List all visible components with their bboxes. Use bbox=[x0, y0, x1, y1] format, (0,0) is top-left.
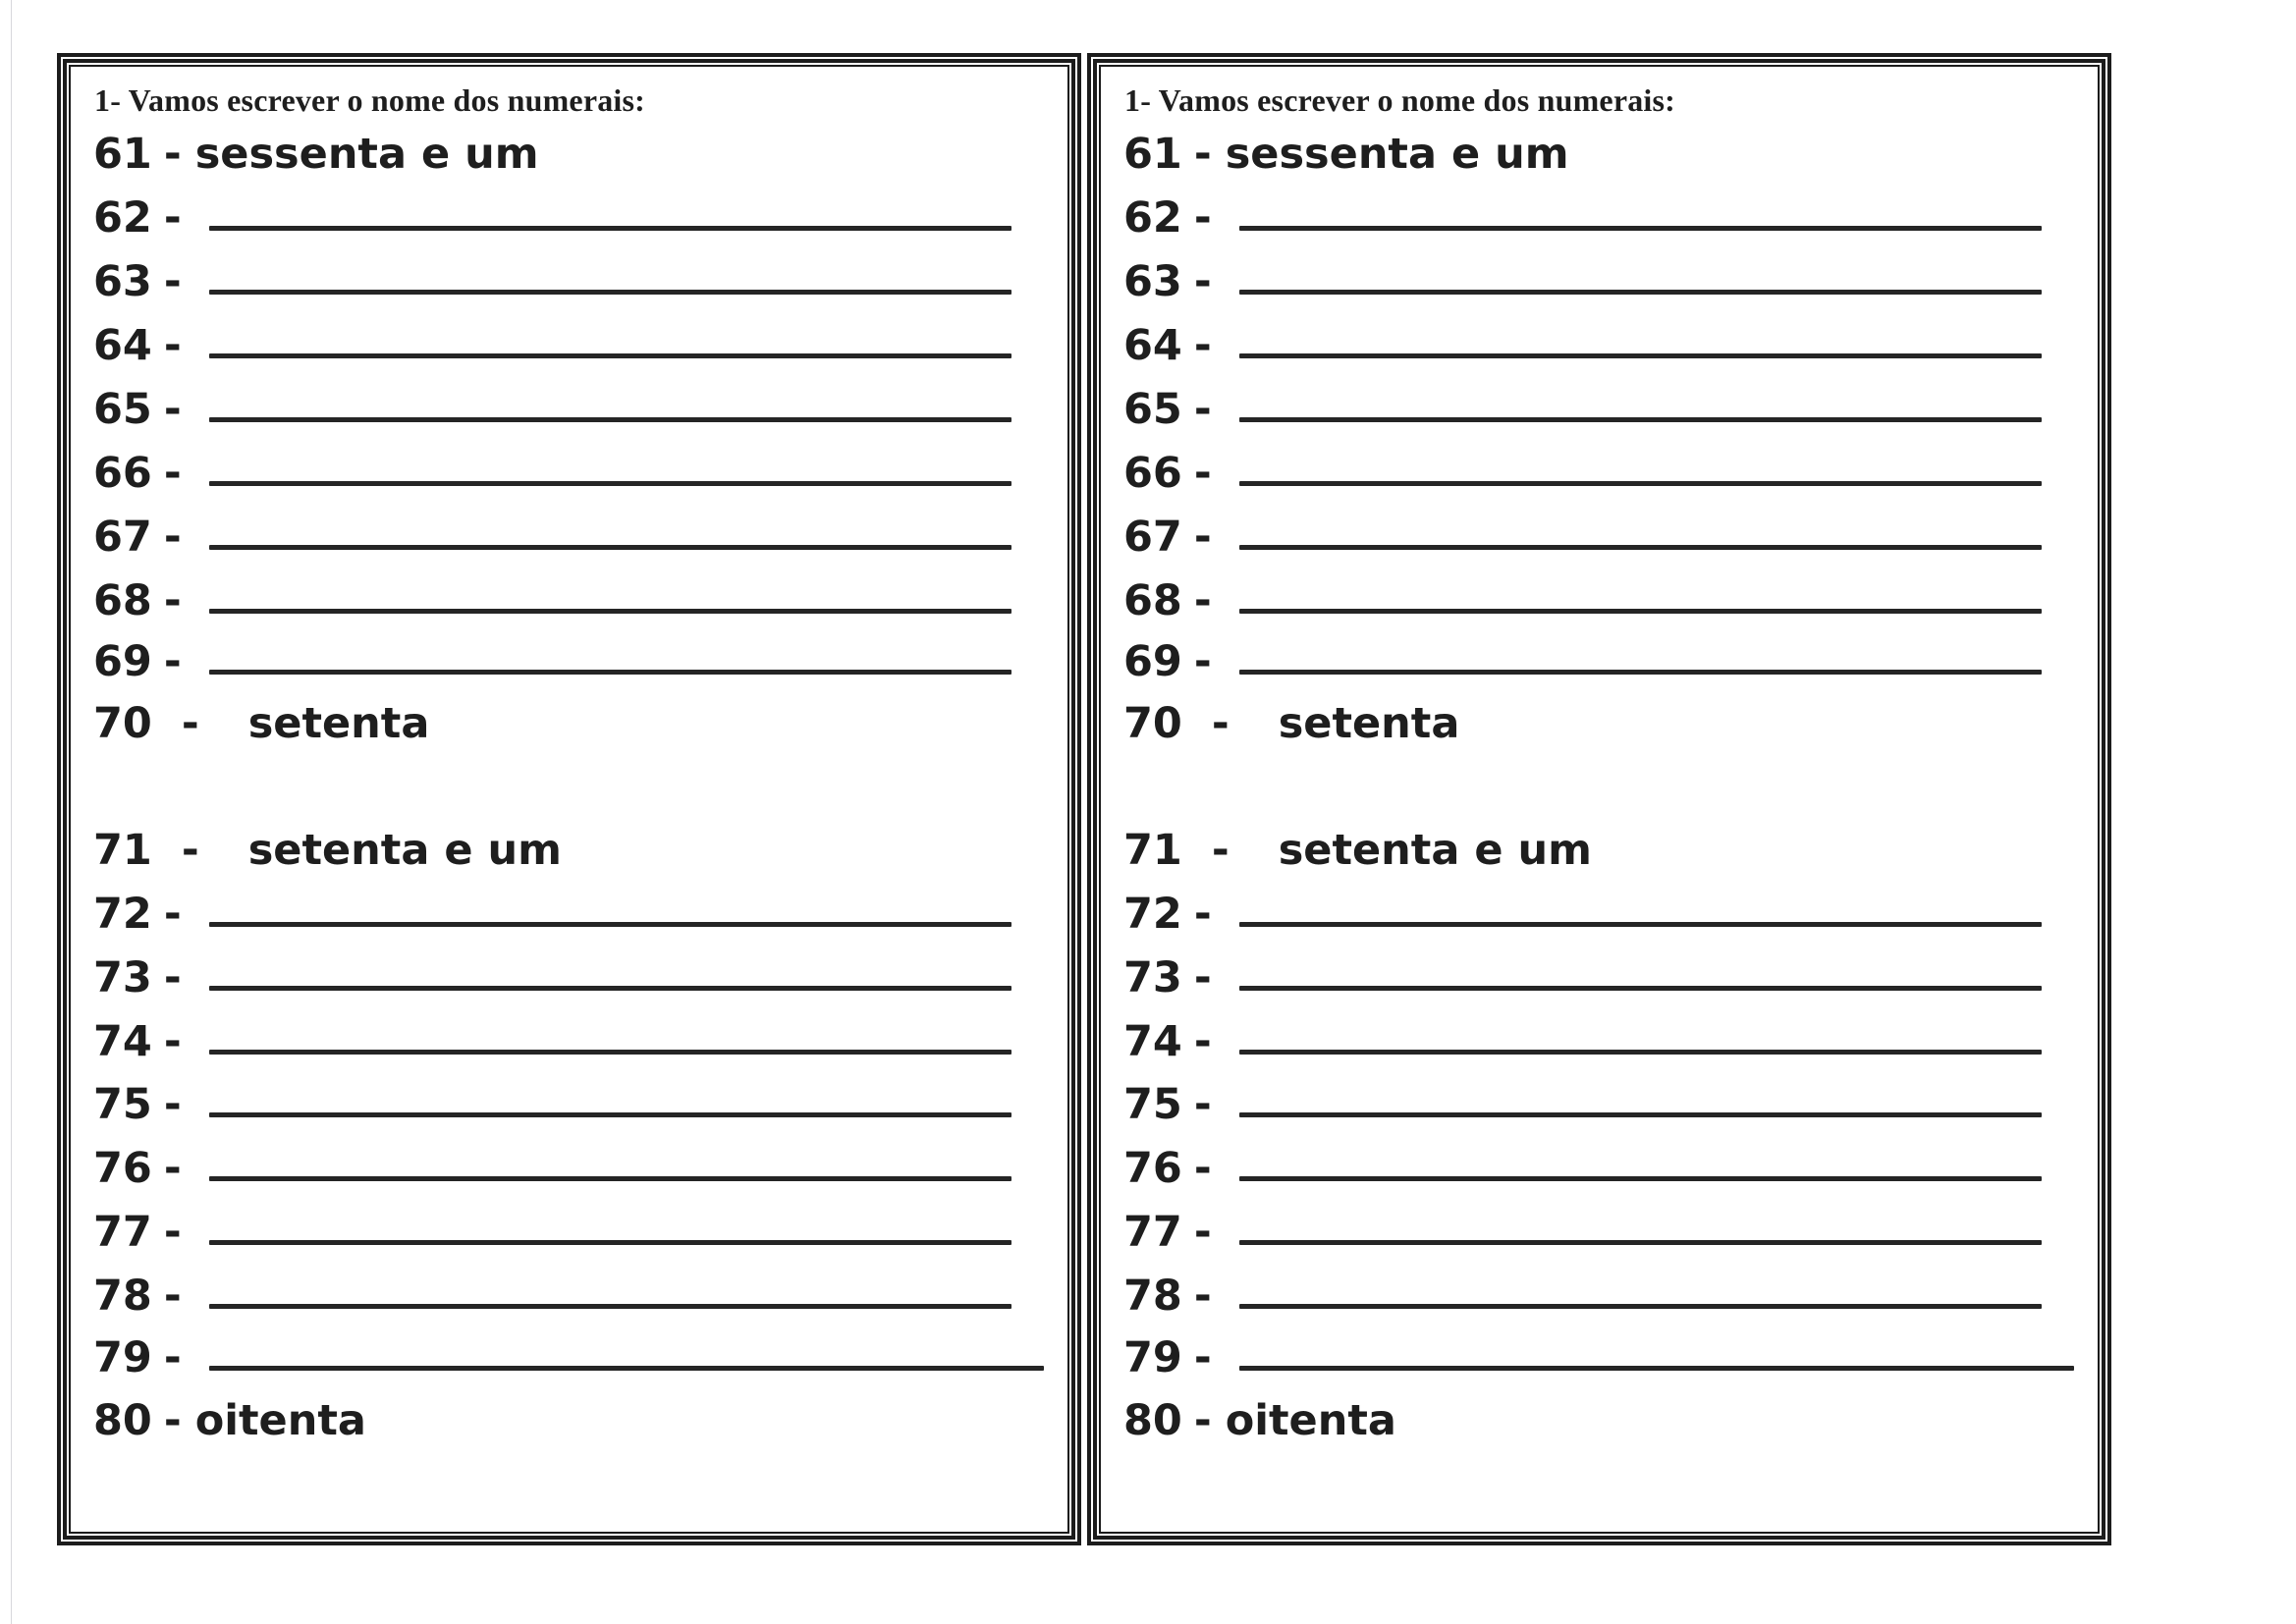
numeral-dash: - bbox=[163, 953, 182, 1002]
answer-blank-line[interactable] bbox=[1239, 922, 2042, 927]
numeral-row bbox=[93, 1080, 182, 1129]
numeral-number: 77 bbox=[93, 1208, 152, 1257]
numeral-row bbox=[93, 1017, 182, 1066]
answer-blank-line[interactable] bbox=[209, 922, 1011, 927]
numeral-row bbox=[93, 385, 182, 434]
numeral-dash: - bbox=[163, 385, 182, 434]
answer-blank-line[interactable] bbox=[209, 1240, 1011, 1245]
numeral-dash: - bbox=[1193, 1272, 1212, 1321]
numeral-row bbox=[1123, 1080, 1212, 1129]
numeral-dash: - bbox=[1211, 826, 1230, 875]
answer-blank-line[interactable] bbox=[1239, 986, 2042, 991]
numeral-row bbox=[1123, 257, 1212, 306]
answer-blank-line[interactable] bbox=[1239, 1112, 2042, 1117]
answer-blank-line[interactable] bbox=[209, 986, 1011, 991]
panel-content bbox=[57, 53, 1081, 1545]
answer-blank-line[interactable] bbox=[209, 545, 1011, 550]
numeral-number: 70 bbox=[93, 699, 152, 748]
numeral-number: 73 bbox=[93, 953, 152, 1002]
worksheet-panel-left bbox=[57, 53, 1081, 1545]
numeral-row bbox=[1123, 385, 1212, 434]
numeral-row bbox=[93, 1396, 366, 1445]
numeral-dash: - bbox=[1193, 1080, 1212, 1129]
numeral-row bbox=[1123, 449, 1212, 498]
numeral-row bbox=[1123, 130, 1569, 179]
answer-blank-line[interactable] bbox=[209, 417, 1011, 422]
numeral-dash: - bbox=[1193, 130, 1212, 179]
numeral-dash: - bbox=[1193, 193, 1212, 243]
exercise-heading: 1- Vamos escrever o nome dos numerais: bbox=[1124, 82, 1676, 118]
numeral-number: 64 bbox=[1123, 321, 1182, 370]
numeral-dash: - bbox=[163, 637, 182, 686]
answer-blank-line[interactable] bbox=[1239, 1050, 2042, 1055]
numeral-dash: - bbox=[163, 257, 182, 306]
numeral-row bbox=[1123, 699, 1459, 748]
numeral-row bbox=[93, 193, 182, 243]
numeral-dash: - bbox=[163, 513, 182, 562]
numeral-row bbox=[93, 257, 182, 306]
numeral-dash: - bbox=[1193, 1208, 1212, 1257]
numeral-row bbox=[93, 449, 182, 498]
numeral-number: 78 bbox=[93, 1272, 152, 1321]
numeral-number: 79 bbox=[93, 1333, 152, 1382]
numeral-number: 74 bbox=[93, 1017, 152, 1066]
numeral-number: 72 bbox=[1123, 890, 1182, 939]
numeral-dash: - bbox=[1211, 699, 1230, 748]
numeral-dash: - bbox=[1193, 1017, 1212, 1066]
answer-blank-line[interactable] bbox=[1239, 290, 2042, 295]
numeral-number: 76 bbox=[1123, 1144, 1182, 1193]
answer-blank-line[interactable] bbox=[209, 226, 1011, 231]
numeral-number: 80 bbox=[1123, 1396, 1182, 1445]
numeral-row bbox=[1123, 1272, 1212, 1321]
numeral-row bbox=[1123, 953, 1212, 1002]
numeral-dash: - bbox=[163, 1080, 182, 1129]
numeral-dash: - bbox=[1193, 449, 1212, 498]
answer-blank-line[interactable] bbox=[1239, 1366, 2074, 1371]
answer-blank-line[interactable] bbox=[209, 481, 1011, 486]
numeral-dash: - bbox=[1193, 1333, 1212, 1382]
numeral-number: 64 bbox=[93, 321, 152, 370]
numeral-row bbox=[93, 576, 182, 625]
numeral-number: 79 bbox=[1123, 1333, 1182, 1382]
numeral-number: 78 bbox=[1123, 1272, 1182, 1321]
answer-blank-line[interactable] bbox=[1239, 1176, 2042, 1181]
numeral-dash: - bbox=[1193, 953, 1212, 1002]
numeral-row bbox=[93, 1272, 182, 1321]
numeral-row bbox=[1123, 1208, 1212, 1257]
answer-blank-line[interactable] bbox=[1239, 417, 2042, 422]
numeral-number: 75 bbox=[1123, 1080, 1182, 1129]
numeral-row bbox=[93, 890, 182, 939]
numeral-dash: - bbox=[1193, 257, 1212, 306]
numeral-row bbox=[93, 1208, 182, 1257]
numeral-dash: - bbox=[163, 193, 182, 243]
numeral-number: 61 bbox=[93, 130, 152, 179]
numeral-row bbox=[1123, 826, 1592, 875]
numeral-name-example: setenta e um bbox=[247, 826, 562, 875]
answer-blank-line[interactable] bbox=[1239, 1240, 2042, 1245]
numeral-row bbox=[93, 513, 182, 562]
numeral-number: 65 bbox=[93, 385, 152, 434]
numeral-dash: - bbox=[163, 1017, 182, 1066]
numeral-number: 69 bbox=[1123, 637, 1182, 686]
numeral-row bbox=[1123, 1144, 1212, 1193]
numeral-number: 62 bbox=[1123, 193, 1182, 243]
numeral-name-example: sessenta e um bbox=[194, 130, 539, 179]
answer-blank-line[interactable] bbox=[1239, 609, 2042, 614]
numeral-dash: - bbox=[1193, 321, 1212, 370]
numeral-row bbox=[1123, 513, 1212, 562]
numeral-dash: - bbox=[163, 1333, 182, 1382]
numeral-number: 63 bbox=[93, 257, 152, 306]
answer-blank-line[interactable] bbox=[1239, 481, 2042, 486]
numeral-number: 67 bbox=[93, 513, 152, 562]
numeral-dash: - bbox=[163, 130, 182, 179]
numeral-row bbox=[1123, 1396, 1396, 1445]
numeral-dash: - bbox=[163, 321, 182, 370]
numeral-dash: - bbox=[1193, 513, 1212, 562]
numeral-dash: - bbox=[163, 1208, 182, 1257]
answer-blank-line[interactable] bbox=[209, 290, 1011, 295]
answer-blank-line[interactable] bbox=[209, 353, 1011, 358]
numeral-number: 80 bbox=[93, 1396, 152, 1445]
numeral-row bbox=[93, 699, 429, 748]
numeral-dash: - bbox=[1193, 637, 1212, 686]
numeral-number: 71 bbox=[93, 826, 152, 875]
numeral-number: 68 bbox=[1123, 576, 1182, 625]
numeral-number: 72 bbox=[93, 890, 152, 939]
numeral-number: 65 bbox=[1123, 385, 1182, 434]
answer-blank-line[interactable] bbox=[1239, 670, 2042, 675]
numeral-number: 63 bbox=[1123, 257, 1182, 306]
numeral-row bbox=[1123, 1333, 1212, 1382]
answer-blank-line[interactable] bbox=[209, 1112, 1011, 1117]
numeral-number: 71 bbox=[1123, 826, 1182, 875]
answer-blank-line[interactable] bbox=[209, 1050, 1011, 1055]
numeral-dash: - bbox=[181, 699, 199, 748]
numeral-name-example: setenta bbox=[1278, 699, 1460, 748]
answer-blank-line[interactable] bbox=[1239, 545, 2042, 550]
numeral-dash: - bbox=[163, 1144, 182, 1193]
scan-edge-artifact bbox=[11, 0, 12, 1624]
numeral-number: 73 bbox=[1123, 953, 1182, 1002]
numeral-dash: - bbox=[1193, 1144, 1212, 1193]
numeral-number: 74 bbox=[1123, 1017, 1182, 1066]
numeral-number: 69 bbox=[93, 637, 152, 686]
panel-content bbox=[1087, 53, 2111, 1545]
numeral-dash: - bbox=[163, 576, 182, 625]
exercise-heading: 1- Vamos escrever o nome dos numerais: bbox=[94, 82, 646, 118]
numeral-dash: - bbox=[181, 826, 199, 875]
answer-blank-line[interactable] bbox=[209, 1366, 1044, 1371]
numeral-number: 68 bbox=[93, 576, 152, 625]
numeral-row bbox=[93, 321, 182, 370]
numeral-row bbox=[93, 637, 182, 686]
numeral-row bbox=[1123, 576, 1212, 625]
numeral-name-example: oitenta bbox=[1225, 1396, 1396, 1445]
answer-blank-line[interactable] bbox=[209, 1304, 1011, 1309]
numeral-dash: - bbox=[1193, 385, 1212, 434]
numeral-dash: - bbox=[163, 1396, 182, 1445]
answer-blank-line[interactable] bbox=[1239, 353, 2042, 358]
numeral-row bbox=[1123, 1017, 1212, 1066]
numeral-row bbox=[1123, 637, 1212, 686]
worksheet-panel-right bbox=[1087, 53, 2111, 1545]
numeral-dash: - bbox=[1193, 890, 1212, 939]
numeral-row bbox=[1123, 890, 1212, 939]
numeral-dash: - bbox=[163, 1272, 182, 1321]
answer-blank-line[interactable] bbox=[209, 609, 1011, 614]
numeral-row bbox=[93, 953, 182, 1002]
numeral-number: 75 bbox=[93, 1080, 152, 1129]
numeral-dash: - bbox=[163, 890, 182, 939]
numeral-dash: - bbox=[1193, 576, 1212, 625]
answer-blank-line[interactable] bbox=[209, 1176, 1011, 1181]
answer-blank-line[interactable] bbox=[209, 670, 1011, 675]
numeral-row bbox=[1123, 193, 1212, 243]
answer-blank-line[interactable] bbox=[1239, 226, 2042, 231]
numeral-number: 70 bbox=[1123, 699, 1182, 748]
numeral-row bbox=[93, 1333, 182, 1382]
numeral-number: 61 bbox=[1123, 130, 1182, 179]
numeral-number: 66 bbox=[93, 449, 152, 498]
numeral-number: 76 bbox=[93, 1144, 152, 1193]
numeral-row bbox=[93, 1144, 182, 1193]
answer-blank-line[interactable] bbox=[1239, 1304, 2042, 1309]
numeral-number: 77 bbox=[1123, 1208, 1182, 1257]
numeral-name-example: oitenta bbox=[194, 1396, 366, 1445]
numeral-row bbox=[93, 826, 562, 875]
numeral-number: 62 bbox=[93, 193, 152, 243]
numeral-dash: - bbox=[1193, 1396, 1212, 1445]
numeral-row bbox=[93, 130, 539, 179]
numeral-number: 67 bbox=[1123, 513, 1182, 562]
numeral-name-example: sessenta e um bbox=[1225, 130, 1569, 179]
numeral-number: 66 bbox=[1123, 449, 1182, 498]
numeral-row bbox=[1123, 321, 1212, 370]
numeral-name-example: setenta e um bbox=[1278, 826, 1592, 875]
numeral-dash: - bbox=[163, 449, 182, 498]
numeral-name-example: setenta bbox=[247, 699, 430, 748]
